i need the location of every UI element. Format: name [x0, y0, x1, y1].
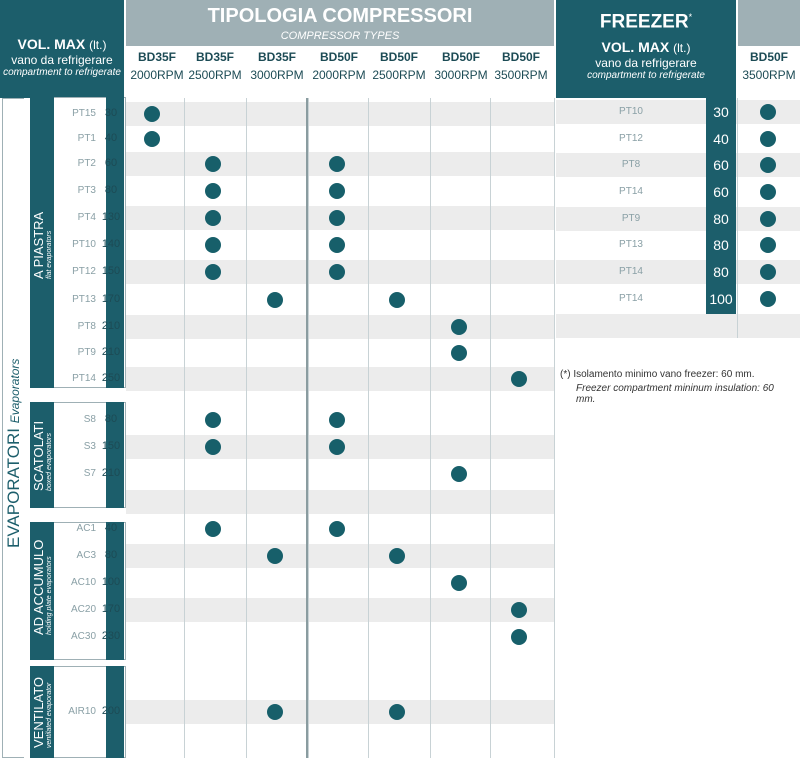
freezer-row-band	[556, 314, 800, 338]
col-model: BD50F	[319, 50, 358, 64]
freezer-row-vol: 100	[709, 291, 733, 307]
compat-dot	[267, 548, 283, 564]
freezer-col-model: BD50F	[749, 50, 788, 64]
compat-dot	[205, 264, 221, 280]
freezer-compat-dot	[760, 157, 776, 173]
compat-dot	[389, 292, 405, 308]
group-name: AD ACCUMULO	[31, 539, 46, 635]
side-label	[4, 359, 24, 548]
freezer-unit: (lt.)	[673, 41, 691, 56]
compat-dot	[451, 575, 467, 591]
compat-dot	[511, 602, 527, 618]
freezer-compat-dot	[760, 131, 776, 147]
freezer-sub: vano da refrigerare	[595, 56, 697, 71]
row-vol: 250	[101, 372, 121, 384]
freezer-sub-en: compartment to refrigerate	[587, 70, 705, 82]
col-head-1	[184, 48, 246, 84]
col-divider	[554, 98, 555, 758]
col-head-5	[430, 48, 492, 84]
compat-dot	[451, 345, 467, 361]
freezer-row-vol: 80	[713, 264, 729, 280]
col-divider	[184, 98, 185, 758]
row-vol: 150	[101, 265, 121, 277]
row-vol: 80	[104, 413, 118, 425]
note-mark: (*)	[560, 369, 571, 380]
row-vol: 170	[101, 603, 121, 615]
compat-dot	[329, 183, 345, 199]
left-header	[0, 0, 124, 98]
note-it: Isolamento minimo vano freezer: 60 mm.	[573, 369, 755, 380]
group-label	[32, 677, 54, 748]
row-vol: 170	[101, 293, 121, 305]
group-name: SCATOLATI	[31, 420, 46, 491]
col-rpm: 2000RPM	[130, 68, 184, 82]
compat-dot	[389, 548, 405, 564]
freezer-row-vol: 30	[713, 104, 729, 120]
row-vol: 210	[101, 346, 121, 358]
freezer-row-code: PT13	[619, 239, 643, 250]
freezer-row-vol: 40	[713, 131, 729, 147]
col-rpm: 3500RPM	[494, 68, 548, 82]
row-vol: 80	[104, 549, 118, 561]
col-rpm: 3000RPM	[434, 68, 488, 82]
freezer-note	[560, 369, 796, 405]
row-code: PT8	[77, 321, 96, 332]
compat-dot	[267, 292, 283, 308]
freezer-row-code: PT14	[619, 293, 643, 304]
compat-dot	[451, 466, 467, 482]
freezer-row-code: PT8	[621, 159, 641, 170]
col-model: BD35F	[195, 50, 234, 64]
col-rpm: 2000RPM	[312, 68, 366, 82]
row-vol: 40	[104, 132, 118, 144]
row-code: AC30	[70, 631, 96, 642]
row-code: S8	[83, 414, 96, 425]
row-code: PT13	[72, 294, 96, 305]
row-code: PT15	[72, 108, 96, 119]
row-vol: 210	[101, 467, 121, 479]
main-header	[126, 0, 554, 46]
freezer-compat-dot	[760, 237, 776, 253]
row-code: AC3	[76, 550, 96, 561]
freezer-row-vol: 60	[713, 184, 729, 200]
freezer-grey-head	[738, 0, 800, 46]
col-divider	[430, 98, 431, 758]
freezer-row-code: PT14	[619, 266, 643, 277]
row-vol: 40	[104, 522, 118, 534]
freezer-divider	[737, 98, 738, 338]
group-name-en: flat evaporators	[46, 230, 53, 279]
compat-dot	[205, 237, 221, 253]
group-label	[32, 540, 54, 635]
compat-dot	[205, 521, 221, 537]
freezer-row-code: PT12	[619, 133, 643, 144]
row-code: PT4	[77, 212, 96, 223]
col-divider	[368, 98, 369, 758]
compat-dot	[389, 704, 405, 720]
col-model: BD50F	[379, 50, 418, 64]
row-code: AC10	[70, 577, 96, 588]
side-label-main: EVAPORATORI	[4, 428, 23, 548]
col-rpm: 2500RPM	[188, 68, 242, 82]
row-vol: 210	[101, 320, 121, 332]
note-en: Freezer compartment mininum insulation: 60 mm.	[576, 383, 774, 405]
side-label-sub: Evaporators	[8, 358, 22, 424]
freezer-compat-dot	[760, 291, 776, 307]
col-head-6	[490, 48, 552, 84]
col-head-4	[368, 48, 430, 84]
row-code: PT10	[72, 239, 96, 250]
compat-dot	[511, 629, 527, 645]
group-label	[32, 211, 54, 278]
group-name-en: boxed evaporators	[46, 433, 53, 491]
freezer-row-vol: 60	[713, 157, 729, 173]
freezer-row-vol: 80	[713, 237, 729, 253]
col-head-3	[308, 48, 370, 84]
row-code: PT1	[77, 133, 96, 144]
brand-divider	[306, 98, 308, 758]
compat-dot	[267, 704, 283, 720]
row-code: PT12	[72, 266, 96, 277]
col-head-2	[246, 48, 308, 84]
compat-dot	[329, 521, 345, 537]
main-header-title: TIPOLOGIA COMPRESSORI	[207, 5, 473, 27]
left-header-sub-en: compartment to refrigerate	[3, 67, 121, 78]
compat-dot	[329, 439, 345, 455]
col-model: BD35F	[137, 50, 176, 64]
compat-dot	[329, 264, 345, 280]
col-model: BD50F	[501, 50, 540, 64]
row-code: PT14	[72, 373, 96, 384]
row-vol: 230	[101, 630, 121, 642]
left-header-sub: vano da refrigerare	[11, 53, 113, 67]
freezer-compat-dot	[760, 211, 776, 227]
freezer-row-code: PT9	[621, 213, 641, 224]
freezer-header	[556, 0, 736, 98]
compat-dot	[329, 412, 345, 428]
row-vol: 200	[101, 705, 121, 717]
freezer-row-code: PT14	[619, 186, 643, 197]
row-code: PT9	[77, 347, 96, 358]
col-rpm: 3000RPM	[250, 68, 304, 82]
row-code: AC1	[76, 523, 96, 534]
compat-dot	[205, 210, 221, 226]
compat-dot	[205, 183, 221, 199]
col-rpm: 2500RPM	[372, 68, 426, 82]
group-name-en: holding plate evaporators	[46, 556, 53, 635]
col-divider	[490, 98, 491, 758]
compat-dot	[205, 412, 221, 428]
left-header-title: VOL. MAX	[17, 36, 86, 52]
row-vol: 100	[101, 576, 121, 588]
group-name: VENTILATO	[31, 676, 46, 748]
col-divider	[246, 98, 247, 758]
row-code: PT2	[77, 158, 96, 169]
freezer-col-rpm: 3500RPM	[742, 68, 796, 82]
col-model: BD35F	[257, 50, 296, 64]
freezer-compat-dot	[760, 184, 776, 200]
col-model: BD50F	[441, 50, 480, 64]
compat-dot	[144, 131, 160, 147]
main-header-sub: COMPRESSOR TYPES	[280, 30, 400, 42]
row-vol: 80	[104, 184, 118, 196]
freezer-compat-dot	[760, 104, 776, 120]
row-code: S3	[83, 441, 96, 452]
freezer-col-head	[738, 48, 800, 84]
compat-dot	[205, 439, 221, 455]
compat-dot	[329, 237, 345, 253]
freezer-compat-dot	[760, 264, 776, 280]
row-vol: 150	[101, 440, 121, 452]
row-code: S7	[83, 468, 96, 479]
freezer-star: *	[688, 12, 693, 22]
row-code: PT3	[77, 185, 96, 196]
compat-dot	[329, 210, 345, 226]
group-label	[32, 421, 54, 491]
col-divider	[308, 98, 309, 758]
compat-dot	[451, 319, 467, 335]
row-vol: 140	[101, 238, 121, 250]
compat-dot	[329, 156, 345, 172]
left-header-unit: (lt.)	[89, 38, 107, 52]
compat-dot	[205, 156, 221, 172]
compat-dot	[144, 106, 160, 122]
group-name-en: ventilated evaporator	[46, 682, 53, 748]
group-name: A PIASTRA	[31, 211, 46, 279]
col-head-0	[126, 48, 188, 84]
freezer-row-code: PT10	[619, 106, 643, 117]
row-vol: 130	[101, 211, 121, 223]
freezer-vol: VOL. MAX	[601, 39, 670, 56]
freezer-row-vol: 80	[713, 211, 729, 227]
row-code: AIR10	[68, 706, 96, 717]
freezer-title: FREEZER	[599, 11, 689, 33]
compat-dot	[511, 371, 527, 387]
row-vol: 60	[104, 157, 118, 169]
row-code: AC20	[70, 604, 96, 615]
row-vol: 30	[104, 107, 118, 119]
